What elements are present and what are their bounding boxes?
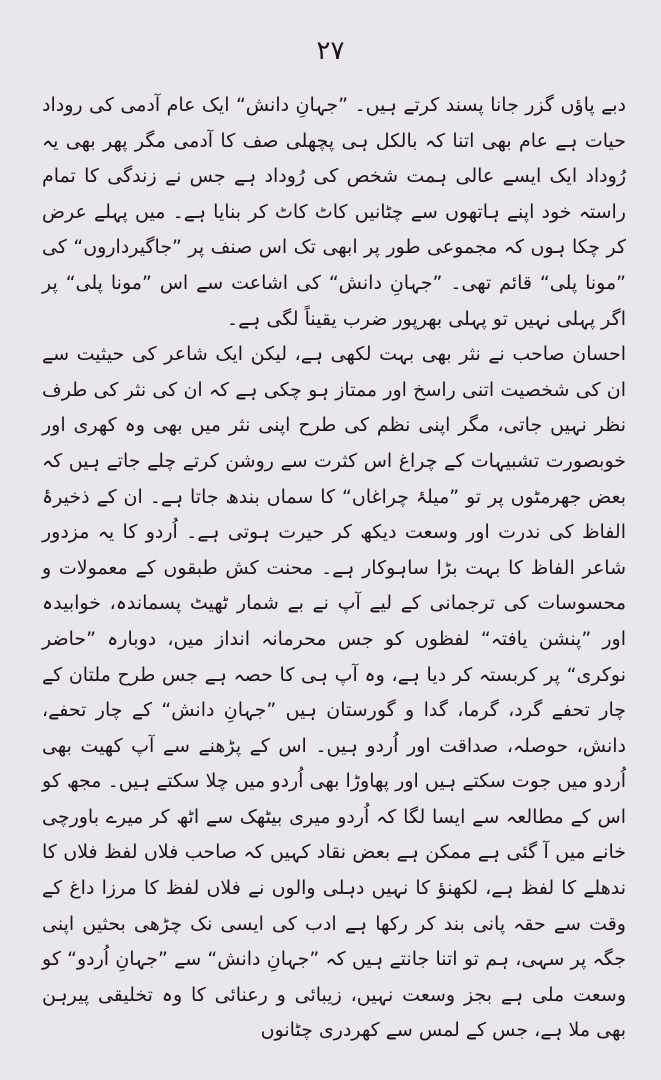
paragraph: دبے پاؤں گزر جانا پسند کرتے ہیں۔ ”جہانِ دانش“ ایک عام آدمی کی روداد حیات ہے عام بھی اتنا کہ بالکل ہی پچھلی صف کا آدمی مگر پھر بھی یہ رُوداد ایک ایسے عالی ہمت شخص کی رُوداد ہے جس نے زندگی کا تمام راستہ خود اپنے ہاتھوں سے چٹانیں کاٹ کاٹ کر بنایا ہے۔ میں پہلے عرض کر چکا ہوں کہ مجموعی طور پر ابھی تک اس صنف پر ”جاگیرداروں“ کی ”مونا پلی“ قائم تھی۔ ”جہانِ دانش“ کی اشاعت سے اس ”مونا پلی“ پر اگر پہلی نہیں تو پہلی بھرپور ضرب یقیناً لگی ہے۔ <box>42 94 626 330</box>
page-text <box>42 88 626 1049</box>
page-number: ۲۷ <box>316 36 345 66</box>
paragraph: احسان صاحب نے نثر بھی بہت لکھی ہے، لیکن ایک شاعر کی حیثیت سے ان کی شخصیت اتنی راسخ اور ممتاز ہو چکی ہے کہ ان کی نثر کی طرف نظر نہیں جاتی، مگر اپنی نظم کی طرح اپنی نثر میں بھی وہ کھری اور خوبصورت تشبیہات کے چراغ اس کثرت سے روشن کرتے چلے جاتے ہیں کہ بعض جھرمٹوں پر تو ”میلۂ چراغاں“ کا سماں بندھ جاتا ہے۔ ان کے ذخیرۂ الفاظ کی ندرت اور وسعت دیکھ کر حیرت ہوتی ہے۔ اُردو کا یہ مزدور شاعر الفاظ کا بہت بڑا ساہوکار ہے۔ محنت کش طبقوں کے معمولات و محسوسات کی ترجمانی کے لیے آپ نے بے شمار ٹھیٹ پسماندہ، خوابیدہ اور ”پنشن یافتہ“ لفظوں کو جس محرمانہ انداز میں، دوبارہ ”حاضر نوکری“ پر کربستہ کر دیا ہے، وہ آپ ہی کا حصہ ہے جس طرح ملتان کے چار تحفے گرد، گرما، گدا و گورستان ہیں ”جہانِ دانش“ کے چار تحفے، دانش، حوصلہ، صداقت اور اُردو ہیں۔ اس کے پڑھنے سے آپ کھیت بھی اُردو میں جوت سکتے ہیں اور پھاوڑا بھی اُردو میں چلا سکتے ہیں۔ مجھ کو اس کے مطالعہ سے ایسا لگا کہ اُردو میری بیٹھک سے اٹھ کر میرے باورچی خانے میں آ گئی ہے ممکن ہے بعض نقاد کہیں کہ صاحب فلاں لفظ فلاں کا ندھلے کا لفظ ہے، لکھنؤ کا نہیں دہلی والوں نے فلاں لفظ کا مرزا داغ کے وقت سے حقہ پانی بند کر رکھا ہے ادب کی ایسی نک چڑھی بحثیں اپنی جگہ پر سہی، ہم تو اتنا جانتے ہیں کہ ”جہانِ دانش“ سے ”جہانِ اُردو“ کو وسعت ملی ہے بجز وسعت نہیں، زیبائی و رعنائی کا وہ تخلیقی پیرہن بھی ملا ہے، جس کے لمس سے کھردری چٹانوں <box>42 343 626 1042</box>
